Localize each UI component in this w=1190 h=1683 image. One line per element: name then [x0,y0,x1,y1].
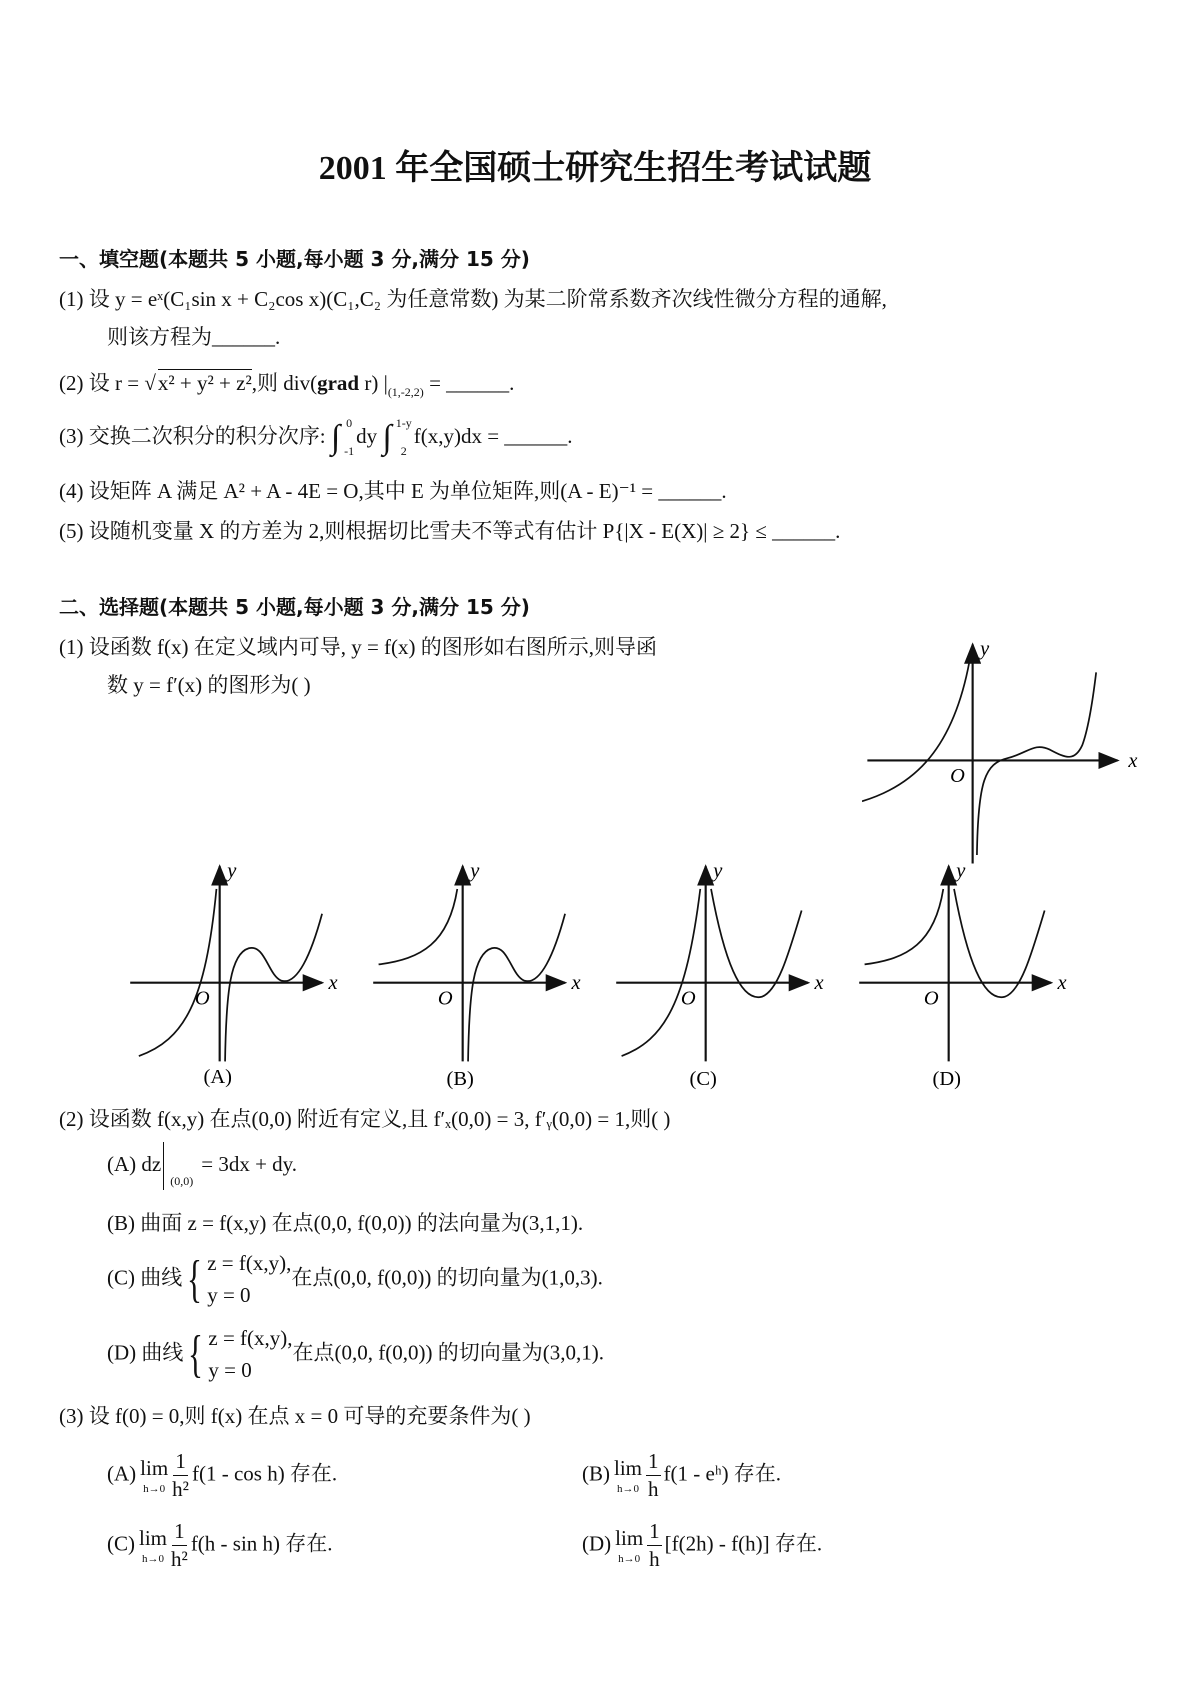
q2-mid: ,则 div( [251,371,318,395]
denominator: h [649,1547,660,1572]
section1-heading: 一、填空题(本题共 5 小题,每小题 3 分,满分 15 分) [59,247,530,271]
axis-y-label: y [956,862,966,883]
axis-x-label: x [328,972,338,995]
origin-label: O [923,987,939,1010]
q2-point: (1,-2,2) [387,385,424,399]
axis-x-label: x [1128,749,1138,772]
q2-after: r) [359,371,379,395]
option-label: (B) [582,1461,610,1486]
c2-stem: (2) 设函数 f(x,y) 在点(0,0) 附近有定义,且 f′ₓ(0,0) = 3, f′ᵧ(0,0) = 1,则( ) [59,1107,671,1131]
origin-label: O [950,764,965,787]
integral-2: ∫ 1-y 2 [382,416,412,459]
option-label: (B) [446,1068,474,1091]
c2c-row2: y = 0 [207,1282,251,1307]
denominator: h² [171,1547,188,1572]
c3-option-d [582,1518,822,1574]
origin-label: O [194,987,210,1010]
option-label: (D) [932,1068,961,1091]
c1-line1: (1) 设函数 f(x) 在定义域内可导, y = f(x) 的图形如右图所示,则导函 [59,635,658,659]
int1-lower: -1 [344,444,355,459]
int2-lower: 2 [400,444,407,459]
c2c-prefix: (C) 曲线 [107,1265,183,1290]
q2-suffix: = ______. [423,371,515,395]
lim-under: h→0 [617,1483,639,1496]
graph-option-c [616,862,832,1097]
c2-option-c: (C) 曲线 { z = f(x,y), y = 0 在点(0,0, f(0,0)) 的切向量为(1,0,3). [107,1248,603,1311]
q3-prefix: (3) 交换二次积分的积分次序: [59,423,326,448]
q3-suffix: f(x,y)dx = ______. [413,423,573,448]
denominator: h² [172,1477,189,1502]
int2-upper: 1-y [395,416,412,430]
c2c-suffix: 在点(0,0, f(0,0)) 的切向量为(1,0,3). [291,1265,603,1290]
c2-option-d: (D) 曲线 { z = f(x,y), y = 0 在点(0,0, f(0,0)) 的切向量为(3,0,1). [107,1323,604,1386]
axis-y-label: y [980,640,990,661]
lim: lim [140,1456,169,1480]
q1-line1: (1) 设 y = eˣ(C₁sin x + C₂cos x)(C₁,C₂ 为任意常数) 为某二阶常系数齐次线性微分方程的通解, [59,287,887,311]
axis-x-label: x [1057,972,1067,995]
option-rest: [f(2h) - f(h)] 存在. [664,1531,823,1556]
lim: lim [139,1526,168,1550]
q2-grad: grad [317,371,360,395]
c2-option-b: (B) 曲面 z = f(x,y) 在点(0,0, f(0,0)) 的法向量为(3,1,1). [107,1211,584,1235]
integral-1: ∫ 0 -1 [330,416,355,459]
lim-under: h→0 [142,1553,164,1566]
c2d-prefix: (D) 曲线 [107,1340,184,1365]
origin-label: O [680,987,696,1010]
numerator: 1 [173,1448,188,1476]
c2a-point: (0,0) [163,1142,193,1190]
c3-option-b [582,1448,781,1504]
q4: (4) 设矩阵 A 满足 A² + A - 4E = O,其中 E 为单位矩阵,则(A - E)⁻¹ = ______. [59,479,727,503]
axis-x-label: x [571,972,581,995]
q3-dy: dy [356,423,378,448]
graph-f [862,640,1152,868]
option-label: (A) [203,1065,232,1088]
q5: (5) 设随机变量 X 的方差为 2,则根据切比雪夫不等式有估计 P{|X - E(X)| ≥ 2} ≤ ______. [59,519,841,543]
axis-y-label: y [713,862,723,883]
option-label: (C) [689,1068,717,1091]
numerator: 1 [647,1518,662,1546]
lim: lim [614,1456,643,1480]
numerator: 1 [646,1448,661,1476]
c2-option-a [107,1142,297,1190]
axis-x-label: x [814,972,824,995]
axis-y-label: y [470,862,480,883]
option-rest: f(1 - cos h) 存在. [191,1461,338,1486]
lim: lim [615,1526,644,1550]
graph-option-d [859,862,1075,1097]
q2-prefix: (2) 设 r = [59,371,145,395]
option-rest: f(1 - eʰ) 存在. [663,1461,782,1486]
c1-line2: 数 y = f′(x) 的图形为( ) [107,673,311,697]
option-label: (C) [107,1531,135,1556]
option-rest: f(h - sin h) 存在. [190,1531,333,1556]
c3-option-a [107,1448,337,1504]
c2d-suffix: 在点(0,0, f(0,0)) 的切向量为(3,0,1). [292,1340,604,1365]
q3 [59,416,573,460]
int1-upper: 0 [346,416,353,430]
graph-option-a [130,862,346,1097]
lim-under: h→0 [143,1483,166,1496]
lim-under: h→0 [618,1553,641,1566]
page-title: 2001 年全国硕士研究生招生考试试题 [318,150,872,187]
numerator: 1 [172,1518,187,1546]
graph-option-b [373,862,589,1097]
origin-label: O [437,987,453,1010]
c2d-row1: z = f(x,y), [208,1326,293,1350]
q2-radicand: x² + y² + z² [157,371,252,395]
c2d-row2: y = 0 [208,1357,252,1382]
c3-option-c [107,1518,333,1574]
c2a-prefix: (A) dz [107,1151,162,1176]
c2a-suffix: = 3dx + dy. [201,1151,298,1176]
q1-line2: 则该方程为______. [107,325,281,349]
q2: (2) 设 r = √x² + y² + z²,则 div(grad r) $|_{(1,-2,2)}$ = ______. [59,371,515,399]
c2c-row1: z = f(x,y), [207,1251,292,1275]
c3-stem: (3) 设 f(0) = 0,则 f(x) 在点 x = 0 可导的充要条件为( ) [59,1404,531,1428]
denominator: h [648,1477,659,1502]
axis-y-label: y [227,862,237,883]
section2-heading: 二、选择题(本题共 5 小题,每小题 3 分,满分 15 分) [59,595,530,619]
option-label: (D) [582,1531,612,1556]
option-label: (A) [107,1461,137,1486]
